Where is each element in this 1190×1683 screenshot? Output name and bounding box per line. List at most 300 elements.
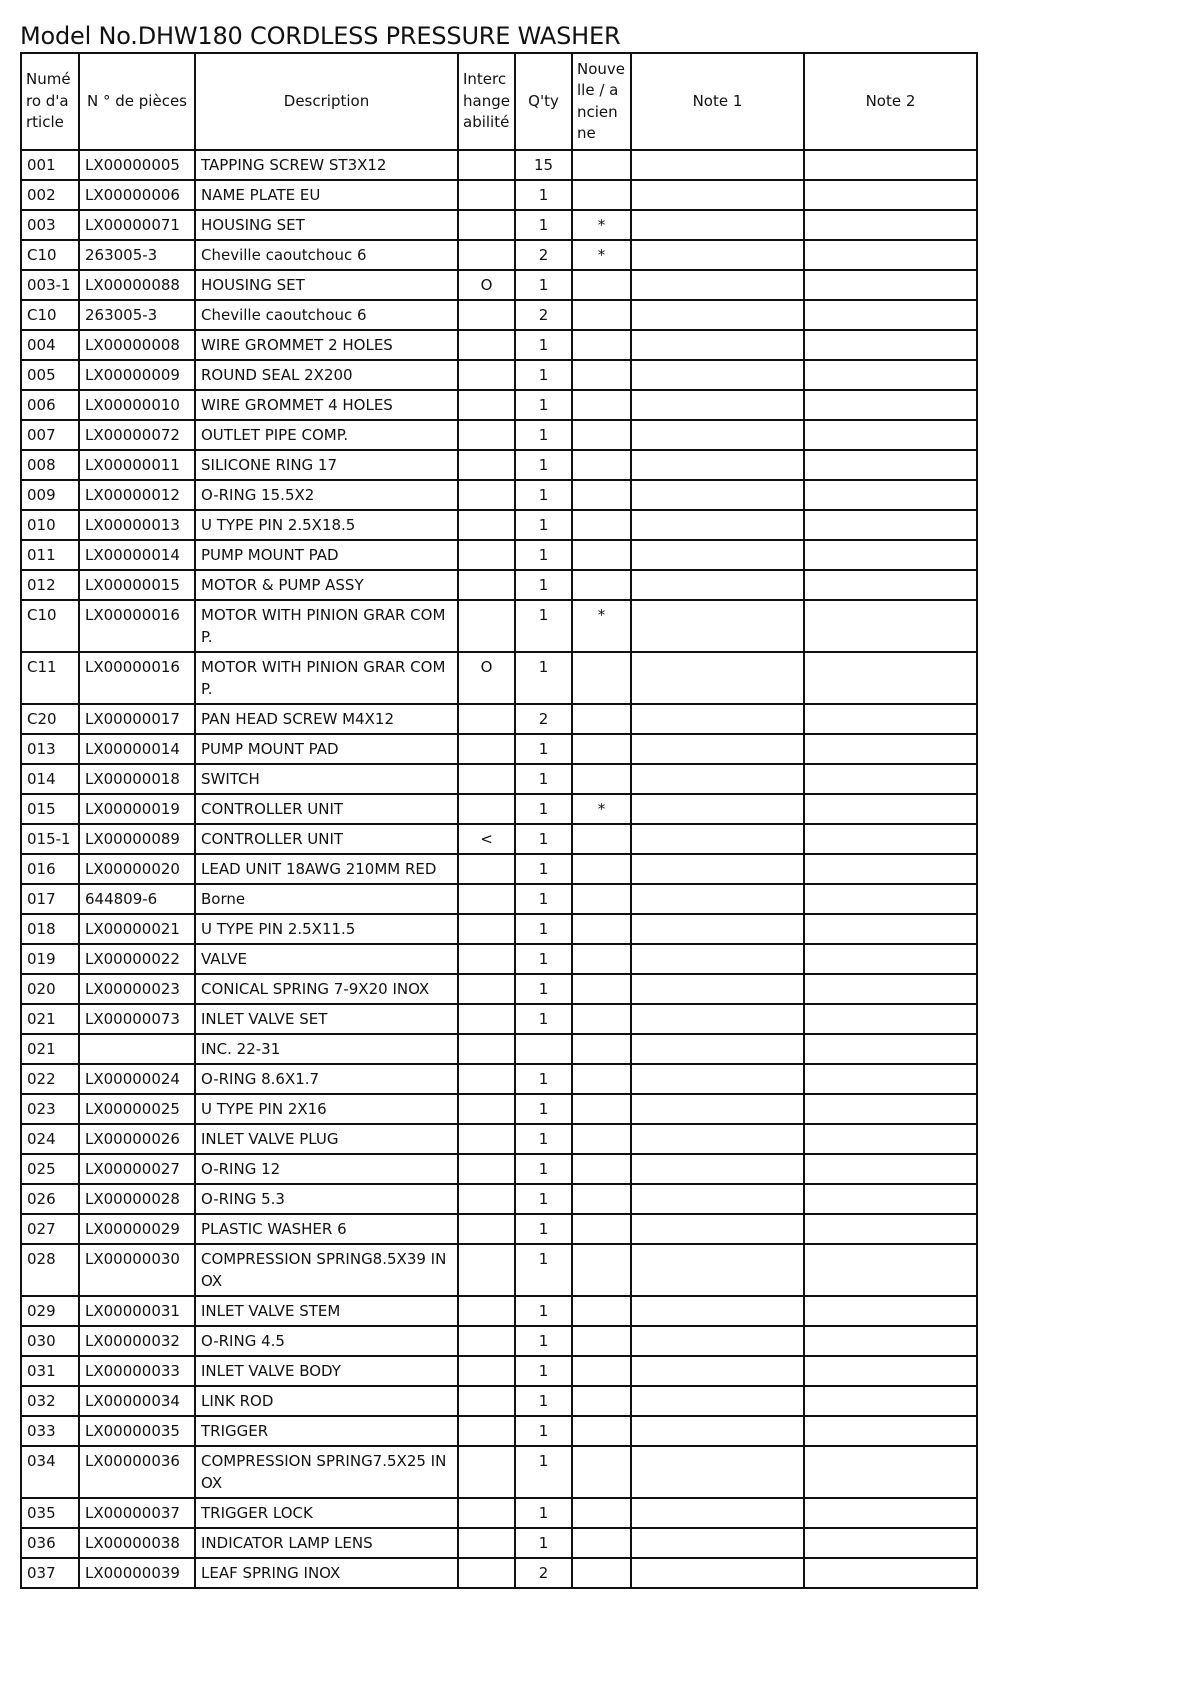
- cell-note-2: [804, 390, 977, 420]
- cell-quantity: 1: [515, 1296, 572, 1326]
- cell-note-1: [631, 764, 804, 794]
- table-row: [21, 734, 977, 764]
- cell-part-number: LX00000026: [79, 1124, 195, 1154]
- cell-item-number: 031: [21, 1356, 79, 1386]
- cell-item-number: 037: [21, 1558, 79, 1588]
- cell-item-number: 023: [21, 1094, 79, 1124]
- cell-interchangeability: [458, 1214, 515, 1244]
- table-row: [21, 1154, 977, 1184]
- cell-part-number: LX00000072: [79, 420, 195, 450]
- cell-interchangeability: [458, 1124, 515, 1154]
- cell-description: OUTLET PIPE COMP.: [195, 420, 458, 450]
- cell-note-1: [631, 330, 804, 360]
- cell-new-old: [572, 270, 631, 300]
- cell-interchangeability: [458, 300, 515, 330]
- cell-item-number: 034: [21, 1446, 79, 1498]
- cell-description: TRIGGER LOCK: [195, 1498, 458, 1528]
- cell-note-2: [804, 944, 977, 974]
- cell-description: LEAF SPRING INOX: [195, 1558, 458, 1588]
- cell-part-number: LX00000030: [79, 1244, 195, 1296]
- cell-new-old: [572, 944, 631, 974]
- cell-quantity: 1: [515, 360, 572, 390]
- cell-note-2: [804, 914, 977, 944]
- table-row: [21, 1064, 977, 1094]
- cell-note-2: [804, 210, 977, 240]
- cell-note-2: [804, 884, 977, 914]
- cell-description: CONTROLLER UNIT: [195, 794, 458, 824]
- cell-description: Cheville caoutchouc 6: [195, 300, 458, 330]
- cell-note-1: [631, 1184, 804, 1214]
- cell-interchangeability: [458, 540, 515, 570]
- cell-note-2: [804, 240, 977, 270]
- table-row: [21, 914, 977, 944]
- cell-part-number: LX00000032: [79, 1326, 195, 1356]
- cell-description: CONICAL SPRING 7-9X20 INOX: [195, 974, 458, 1004]
- table-row: [21, 450, 977, 480]
- cell-item-number: 022: [21, 1064, 79, 1094]
- cell-note-2: [804, 540, 977, 570]
- cell-note-1: [631, 1094, 804, 1124]
- cell-quantity: 1: [515, 794, 572, 824]
- cell-new-old: [572, 450, 631, 480]
- cell-description: LINK ROD: [195, 1386, 458, 1416]
- cell-note-1: [631, 1528, 804, 1558]
- cell-description: U TYPE PIN 2.5X18.5: [195, 510, 458, 540]
- cell-interchangeability: [458, 1296, 515, 1326]
- cell-item-number: 007: [21, 420, 79, 450]
- cell-note-1: [631, 300, 804, 330]
- cell-interchangeability: [458, 734, 515, 764]
- cell-note-1: [631, 1446, 804, 1498]
- cell-description: PUMP MOUNT PAD: [195, 540, 458, 570]
- cell-part-number: LX00000035: [79, 1416, 195, 1446]
- cell-new-old: [572, 150, 631, 180]
- cell-description: INLET VALVE SET: [195, 1004, 458, 1034]
- cell-item-number: 005: [21, 360, 79, 390]
- cell-quantity: 1: [515, 652, 572, 704]
- cell-note-1: [631, 420, 804, 450]
- cell-item-number: 033: [21, 1416, 79, 1446]
- cell-note-1: [631, 270, 804, 300]
- cell-new-old: [572, 1004, 631, 1034]
- cell-item-number: 018: [21, 914, 79, 944]
- cell-item-number: 006: [21, 390, 79, 420]
- cell-interchangeability: [458, 1094, 515, 1124]
- parts-table: [20, 52, 978, 1589]
- cell-note-2: [804, 1558, 977, 1588]
- cell-item-number: 003: [21, 210, 79, 240]
- cell-note-1: [631, 240, 804, 270]
- table-row: [21, 704, 977, 734]
- cell-item-number: 017: [21, 884, 79, 914]
- cell-quantity: 1: [515, 734, 572, 764]
- header-interchangeability: Interchangeabilité: [458, 53, 515, 150]
- cell-note-1: [631, 1356, 804, 1386]
- cell-note-2: [804, 734, 977, 764]
- cell-note-1: [631, 150, 804, 180]
- cell-interchangeability: [458, 390, 515, 420]
- page-title: Model No.DHW180 CORDLESS PRESSURE WASHER: [20, 22, 621, 50]
- cell-note-2: [804, 824, 977, 854]
- cell-description: CONTROLLER UNIT: [195, 824, 458, 854]
- cell-interchangeability: [458, 914, 515, 944]
- cell-interchangeability: [458, 944, 515, 974]
- cell-interchangeability: [458, 974, 515, 1004]
- cell-quantity: 1: [515, 210, 572, 240]
- cell-description: INLET VALVE BODY: [195, 1356, 458, 1386]
- cell-item-number: 019: [21, 944, 79, 974]
- cell-quantity: 1: [515, 944, 572, 974]
- table-row: [21, 944, 977, 974]
- cell-new-old: [572, 704, 631, 734]
- cell-part-number: LX00000037: [79, 1498, 195, 1528]
- cell-new-old: [572, 1558, 631, 1588]
- cell-new-old: [572, 1416, 631, 1446]
- header-quantity: Q'ty: [515, 53, 572, 150]
- cell-note-2: [804, 1154, 977, 1184]
- table-row: [21, 1094, 977, 1124]
- cell-part-number: 263005-3: [79, 300, 195, 330]
- cell-interchangeability: [458, 360, 515, 390]
- cell-new-old: [572, 1244, 631, 1296]
- cell-note-1: [631, 1214, 804, 1244]
- cell-note-2: [804, 300, 977, 330]
- cell-part-number: LX00000031: [79, 1296, 195, 1326]
- cell-note-2: [804, 1244, 977, 1296]
- cell-interchangeability: [458, 600, 515, 652]
- cell-interchangeability: [458, 1034, 515, 1064]
- cell-note-1: [631, 1004, 804, 1034]
- cell-description: TRIGGER: [195, 1416, 458, 1446]
- cell-item-number: 004: [21, 330, 79, 360]
- cell-note-1: [631, 1064, 804, 1094]
- header-description: Description: [195, 53, 458, 150]
- cell-note-2: [804, 1214, 977, 1244]
- cell-note-2: [804, 1528, 977, 1558]
- cell-interchangeability: [458, 1154, 515, 1184]
- cell-part-number: LX00000005: [79, 150, 195, 180]
- cell-note-1: [631, 390, 804, 420]
- cell-interchangeability: [458, 854, 515, 884]
- cell-quantity: 1: [515, 974, 572, 1004]
- cell-new-old: [572, 1034, 631, 1064]
- cell-quantity: 1: [515, 570, 572, 600]
- cell-part-number: LX00000022: [79, 944, 195, 974]
- cell-description: PLASTIC WASHER 6: [195, 1214, 458, 1244]
- cell-note-2: [804, 360, 977, 390]
- cell-quantity: 1: [515, 1416, 572, 1446]
- cell-description: VALVE: [195, 944, 458, 974]
- cell-interchangeability: O: [458, 270, 515, 300]
- cell-quantity: 2: [515, 240, 572, 270]
- cell-item-number: 009: [21, 480, 79, 510]
- cell-note-2: [804, 1064, 977, 1094]
- cell-note-2: [804, 704, 977, 734]
- cell-new-old: [572, 1214, 631, 1244]
- table-row: [21, 1214, 977, 1244]
- cell-note-2: [804, 1498, 977, 1528]
- cell-part-number: LX00000028: [79, 1184, 195, 1214]
- cell-item-number: C20: [21, 704, 79, 734]
- cell-part-number: LX00000006: [79, 180, 195, 210]
- cell-quantity: 2: [515, 1558, 572, 1588]
- cell-note-1: [631, 480, 804, 510]
- cell-description: PUMP MOUNT PAD: [195, 734, 458, 764]
- cell-part-number: LX00000088: [79, 270, 195, 300]
- cell-new-old: [572, 390, 631, 420]
- cell-new-old: [572, 480, 631, 510]
- cell-interchangeability: [458, 450, 515, 480]
- cell-quantity: 1: [515, 1244, 572, 1296]
- cell-new-old: [572, 1184, 631, 1214]
- cell-new-old: [572, 1528, 631, 1558]
- cell-note-1: [631, 540, 804, 570]
- table-row: [21, 150, 977, 180]
- cell-description: Cheville caoutchouc 6: [195, 240, 458, 270]
- table-row: [21, 360, 977, 390]
- cell-quantity: 2: [515, 300, 572, 330]
- cell-description: NAME PLATE EU: [195, 180, 458, 210]
- cell-quantity: 1: [515, 1004, 572, 1034]
- cell-item-number: 025: [21, 1154, 79, 1184]
- cell-new-old: [572, 180, 631, 210]
- table-row: [21, 1326, 977, 1356]
- cell-description: Borne: [195, 884, 458, 914]
- cell-part-number: LX00000014: [79, 734, 195, 764]
- cell-new-old: [572, 1498, 631, 1528]
- cell-part-number: LX00000027: [79, 1154, 195, 1184]
- cell-part-number: LX00000038: [79, 1528, 195, 1558]
- cell-note-2: [804, 600, 977, 652]
- cell-part-number: LX00000013: [79, 510, 195, 540]
- cell-new-old: [572, 764, 631, 794]
- cell-quantity: 1: [515, 1154, 572, 1184]
- cell-description: WIRE GROMMET 4 HOLES: [195, 390, 458, 420]
- cell-item-number: 036: [21, 1528, 79, 1558]
- cell-note-2: [804, 1416, 977, 1446]
- table-header-row: [21, 53, 977, 150]
- cell-part-number: LX00000025: [79, 1094, 195, 1124]
- cell-description: O-RING 8.6X1.7: [195, 1064, 458, 1094]
- cell-interchangeability: [458, 1326, 515, 1356]
- table-row: [21, 1296, 977, 1326]
- parts-table-body: [21, 150, 977, 1588]
- cell-new-old: [572, 1386, 631, 1416]
- cell-interchangeability: [458, 1064, 515, 1094]
- cell-note-2: [804, 1296, 977, 1326]
- cell-quantity: 1: [515, 510, 572, 540]
- cell-interchangeability: [458, 210, 515, 240]
- cell-note-1: [631, 210, 804, 240]
- cell-note-2: [804, 480, 977, 510]
- cell-new-old: *: [572, 794, 631, 824]
- cell-interchangeability: [458, 1356, 515, 1386]
- header-new-old: Nouvelle / ancienne: [572, 53, 631, 150]
- cell-interchangeability: [458, 420, 515, 450]
- cell-part-number: LX00000089: [79, 824, 195, 854]
- cell-part-number: LX00000018: [79, 764, 195, 794]
- cell-note-1: [631, 1124, 804, 1154]
- cell-new-old: [572, 330, 631, 360]
- cell-new-old: [572, 360, 631, 390]
- cell-description: INDICATOR LAMP LENS: [195, 1528, 458, 1558]
- cell-part-number: LX00000015: [79, 570, 195, 600]
- table-row: [21, 824, 977, 854]
- page-bottom-edge: [0, 1678, 1190, 1683]
- cell-part-number: LX00000011: [79, 450, 195, 480]
- cell-interchangeability: [458, 240, 515, 270]
- cell-part-number: LX00000016: [79, 652, 195, 704]
- cell-new-old: [572, 420, 631, 450]
- cell-part-number: LX00000024: [79, 1064, 195, 1094]
- table-row: [21, 210, 977, 240]
- cell-new-old: [572, 300, 631, 330]
- cell-part-number: LX00000012: [79, 480, 195, 510]
- cell-description: TAPPING SCREW ST3X12: [195, 150, 458, 180]
- cell-interchangeability: [458, 480, 515, 510]
- cell-note-2: [804, 1124, 977, 1154]
- cell-description: O-RING 15.5X2: [195, 480, 458, 510]
- cell-part-number: LX00000014: [79, 540, 195, 570]
- cell-new-old: [572, 854, 631, 884]
- cell-new-old: [572, 540, 631, 570]
- cell-note-2: [804, 450, 977, 480]
- cell-part-number: LX00000016: [79, 600, 195, 652]
- header-note-1: Note 1: [631, 53, 804, 150]
- cell-quantity: 1: [515, 390, 572, 420]
- cell-note-1: [631, 1386, 804, 1416]
- cell-item-number: 030: [21, 1326, 79, 1356]
- table-row: [21, 300, 977, 330]
- table-row: [21, 794, 977, 824]
- cell-part-number: 644809-6: [79, 884, 195, 914]
- cell-new-old: [572, 974, 631, 1004]
- header-note-2: Note 2: [804, 53, 977, 150]
- cell-interchangeability: [458, 180, 515, 210]
- cell-note-2: [804, 510, 977, 540]
- cell-note-1: [631, 1416, 804, 1446]
- cell-quantity: 1: [515, 330, 572, 360]
- cell-quantity: 1: [515, 420, 572, 450]
- cell-description: INLET VALVE PLUG: [195, 1124, 458, 1154]
- cell-part-number: LX00000071: [79, 210, 195, 240]
- cell-quantity: 1: [515, 1498, 572, 1528]
- cell-item-number: 011: [21, 540, 79, 570]
- cell-new-old: [572, 734, 631, 764]
- cell-part-number: LX00000010: [79, 390, 195, 420]
- cell-item-number: 014: [21, 764, 79, 794]
- table-row: [21, 1416, 977, 1446]
- cell-note-1: [631, 1244, 804, 1296]
- table-row: [21, 240, 977, 270]
- cell-description: SWITCH: [195, 764, 458, 794]
- cell-item-number: C11: [21, 652, 79, 704]
- table-row: [21, 1558, 977, 1588]
- cell-new-old: [572, 1094, 631, 1124]
- table-row: [21, 1528, 977, 1558]
- table-row: [21, 1244, 977, 1296]
- cell-part-number: LX00000021: [79, 914, 195, 944]
- cell-description: MOTOR & PUMP ASSY: [195, 570, 458, 600]
- cell-quantity: 1: [515, 854, 572, 884]
- cell-note-1: [631, 600, 804, 652]
- cell-description: INC. 22-31: [195, 1034, 458, 1064]
- cell-note-1: [631, 360, 804, 390]
- cell-note-1: [631, 884, 804, 914]
- table-row: [21, 480, 977, 510]
- cell-part-number: LX00000008: [79, 330, 195, 360]
- cell-item-number: C10: [21, 300, 79, 330]
- cell-note-2: [804, 1386, 977, 1416]
- cell-note-2: [804, 270, 977, 300]
- cell-new-old: *: [572, 600, 631, 652]
- cell-interchangeability: [458, 764, 515, 794]
- cell-note-1: [631, 704, 804, 734]
- cell-note-2: [804, 794, 977, 824]
- cell-new-old: [572, 1326, 631, 1356]
- cell-item-number: 026: [21, 1184, 79, 1214]
- table-row: [21, 1004, 977, 1034]
- cell-description: INLET VALVE STEM: [195, 1296, 458, 1326]
- cell-interchangeability: <: [458, 824, 515, 854]
- cell-part-number: LX00000029: [79, 1214, 195, 1244]
- cell-quantity: 1: [515, 1528, 572, 1558]
- table-row: [21, 330, 977, 360]
- cell-quantity: 1: [515, 480, 572, 510]
- cell-description: COMPRESSION SPRING8.5X39 INOX: [195, 1244, 458, 1296]
- cell-note-1: [631, 180, 804, 210]
- cell-note-1: [631, 944, 804, 974]
- cell-note-2: [804, 1446, 977, 1498]
- table-row: [21, 540, 977, 570]
- cell-note-2: [804, 570, 977, 600]
- cell-item-number: 008: [21, 450, 79, 480]
- cell-note-2: [804, 1034, 977, 1064]
- cell-part-number: LX00000019: [79, 794, 195, 824]
- cell-item-number: C10: [21, 600, 79, 652]
- cell-quantity: 2: [515, 704, 572, 734]
- table-row: [21, 1124, 977, 1154]
- cell-description: MOTOR WITH PINION GRAR COMP.: [195, 600, 458, 652]
- table-row: [21, 1356, 977, 1386]
- cell-new-old: [572, 1356, 631, 1386]
- table-row: [21, 764, 977, 794]
- cell-interchangeability: [458, 1416, 515, 1446]
- cell-note-2: [804, 854, 977, 884]
- cell-note-1: [631, 914, 804, 944]
- cell-new-old: [572, 884, 631, 914]
- cell-description: COMPRESSION SPRING7.5X25 INOX: [195, 1446, 458, 1498]
- cell-item-number: 035: [21, 1498, 79, 1528]
- cell-new-old: [572, 914, 631, 944]
- cell-note-1: [631, 974, 804, 1004]
- cell-item-number: 032: [21, 1386, 79, 1416]
- cell-note-2: [804, 1356, 977, 1386]
- cell-description: U TYPE PIN 2.5X11.5: [195, 914, 458, 944]
- cell-quantity: 1: [515, 180, 572, 210]
- cell-interchangeability: [458, 570, 515, 600]
- cell-part-number: LX00000020: [79, 854, 195, 884]
- cell-item-number: 021: [21, 1034, 79, 1064]
- cell-new-old: [572, 824, 631, 854]
- cell-new-old: [572, 1064, 631, 1094]
- cell-item-number: 015: [21, 794, 79, 824]
- cell-item-number: 028: [21, 1244, 79, 1296]
- cell-note-1: [631, 794, 804, 824]
- table-row: [21, 420, 977, 450]
- cell-note-1: [631, 1498, 804, 1528]
- cell-part-number: LX00000017: [79, 704, 195, 734]
